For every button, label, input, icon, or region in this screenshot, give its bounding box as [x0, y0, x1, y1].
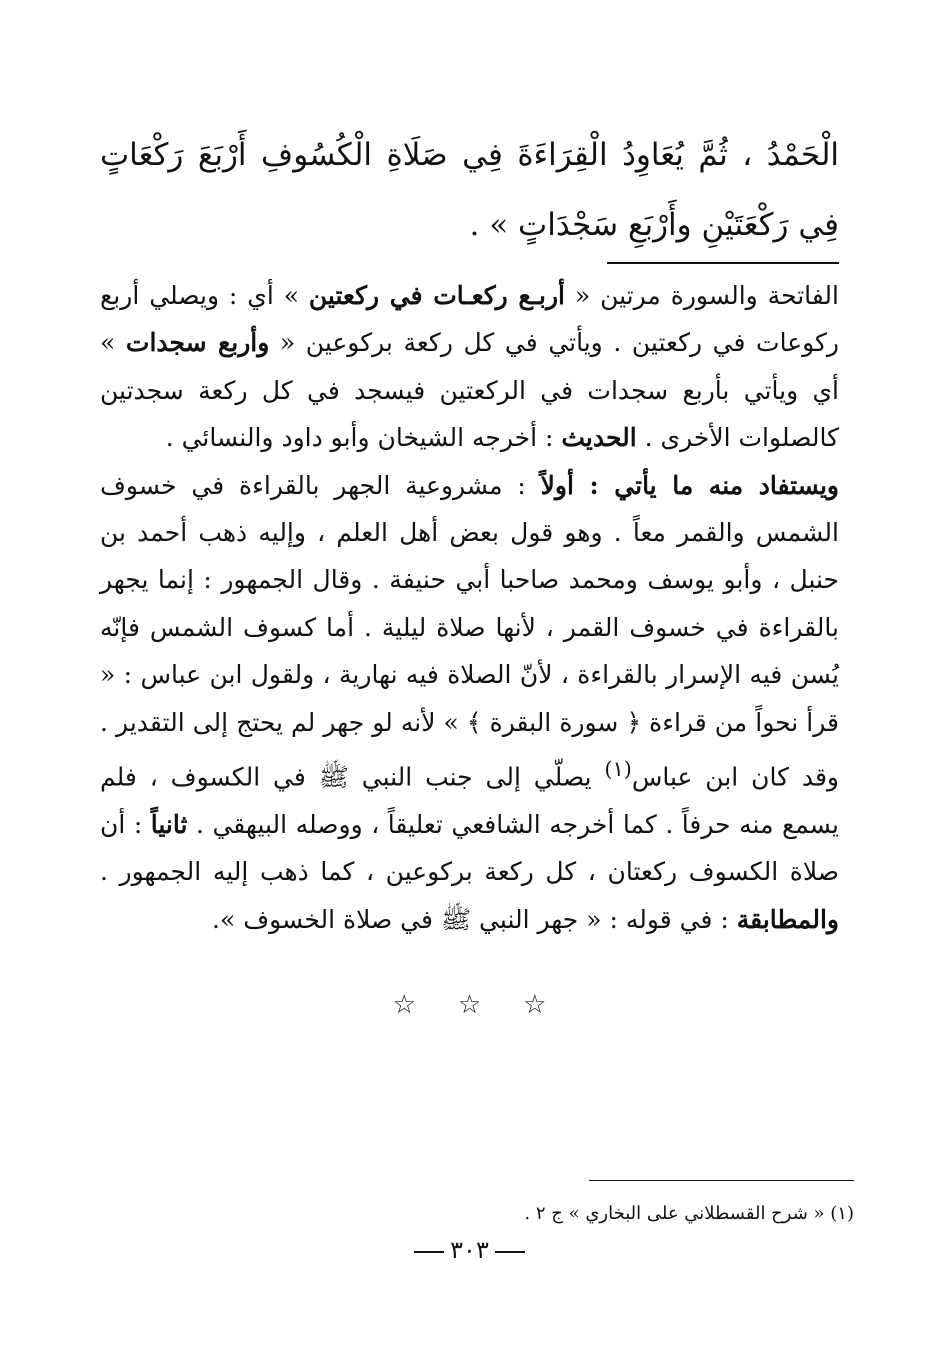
text-run: » أي : ويصلي أربع ركوعات في ركعتين . ويأتي في كل ركعة بركوعين «	[100, 281, 839, 358]
separator-rule	[607, 262, 839, 264]
star-icon: ☆	[523, 990, 547, 1020]
commentary	[100, 272, 839, 943]
bold-phrase: والمطابقة	[736, 904, 839, 934]
text-run: : أخرجه الشيخان وأبو داود والنسائي .	[165, 423, 562, 453]
footnote-rule	[589, 1180, 854, 1181]
text-run: » أي ويأتي بأربع سجدات في الركعتين فيسجد في كل ركعة سجدتين كالصلوات الأخرى .	[100, 328, 839, 453]
commentary-paragraph-1	[100, 272, 839, 462]
bold-phrase: الحديث	[561, 423, 637, 453]
text-run: : أن صلاة الكسوف ركعتان ، كل ركعة بركوعين ، كما ذهب إليه الجمهور .	[100, 809, 839, 887]
footnote-marker: (١)	[604, 757, 632, 782]
page-number-text: ٣٠٣	[450, 1236, 489, 1264]
text-run: الفاتحة والسورة مرتين «	[564, 281, 839, 310]
footnote: (١) « شرح القسطلاني على البخاري » ج ٢ .	[524, 1203, 854, 1224]
star-icon: ☆	[392, 990, 416, 1020]
bold-phrase: وأربع سجدات	[125, 328, 270, 358]
section-separator	[0, 990, 939, 1020]
star-icon: ☆	[457, 990, 482, 1020]
dash	[495, 1251, 525, 1253]
dash	[414, 1251, 444, 1253]
text-run: : مشروعية الجهر بالقراءة في خسوف الشمس والقمر معاً . وهو قول بعض أهل العلم ، وإليه ذهب أحمد بن حنبل ، وأبو يوسف ومحمد صاحبا أبي حنيفة . وقال الجمهور : إنما يجهر بالقراءة في خسوف القمر ، لأنها صلاة ليلية . أما كسوف الشمس فإنّه يُسن فيه الإسرار بالقراءة ، لأنّ الصلاة فيه نهارية ، ولقول ابن عباس : « قرأ نحواً من قراءة ﴿ سورة البقرة ﴾ » لأنه لو جهر لم يحتج إلى التقدير . وقد كان ابن عباس	[100, 470, 839, 792]
text-run: : في قوله : « جهر النبي ﷺ في صلاة الخسوف ».	[212, 904, 737, 934]
bold-phrase: ويستفاد منه ما يأتي : أولاً	[540, 470, 839, 500]
bold-phrase: أربـع ركعـات في ركعتين	[308, 281, 565, 310]
text-run: يصلّي إلى جنب النبي ﷺ في الكسوف ، فلم يسمع منه حرفاً . كما أخرجه الشافعي تعليقاً ، ووصله البيهقي .	[100, 762, 839, 839]
hadith-text: الْحَمْدُ ، ثُمَّ يُعَاوِدُ الْقِرَاءَةَ فِي صَلَاةِ الْكُسُوفِ أَرْبَعَ رَكْعَاتٍ فِي رَكْعَتَيْنِ وأَرْبَعِ سَجْدَاتٍ » .	[100, 137, 839, 243]
commentary-paragraph-2	[100, 462, 839, 943]
page-number	[0, 1236, 939, 1264]
bold-phrase: ثانياً	[150, 809, 188, 839]
